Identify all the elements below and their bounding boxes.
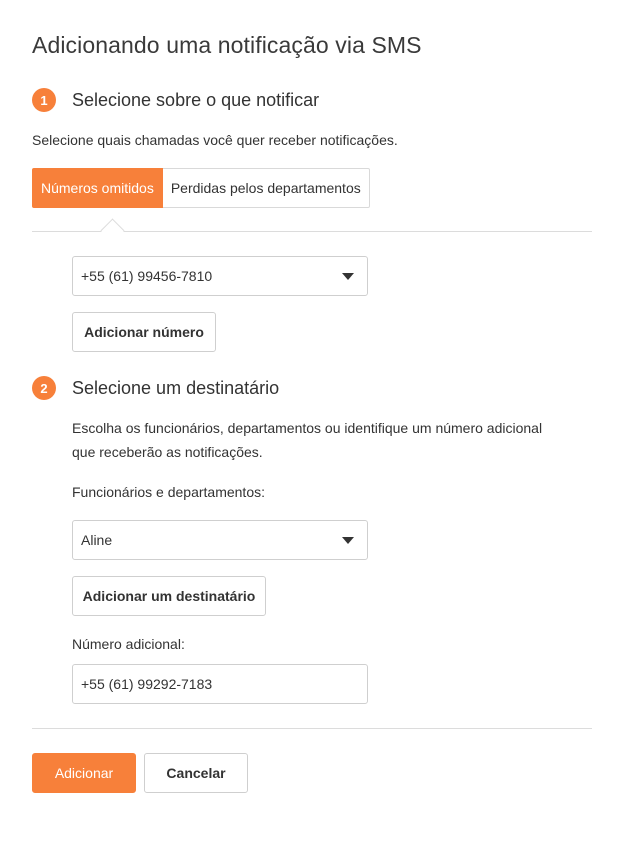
chevron-down-icon bbox=[342, 273, 354, 280]
footer-divider bbox=[32, 728, 592, 729]
notify-type-tabs bbox=[32, 168, 370, 208]
tab-numeros-omitidos[interactable]: Números omitidos bbox=[32, 168, 163, 208]
submit-button[interactable]: Adicionar bbox=[32, 753, 136, 793]
additional-number-label: Número adicional: bbox=[72, 636, 185, 652]
cancel-button[interactable]: Cancelar bbox=[144, 753, 248, 793]
step-2-description-line-1: Escolha os funcionários, departamentos ou identifique um número adicional bbox=[72, 420, 543, 436]
step-1-description: Selecione quais chamadas você quer receber notificações. bbox=[32, 132, 398, 148]
step-1-badge: 1 bbox=[32, 88, 56, 112]
step-2-badge: 2 bbox=[32, 376, 56, 400]
add-number-button[interactable]: Adicionar número bbox=[72, 312, 216, 352]
step-2-title: Selecione um destinatário bbox=[72, 378, 280, 398]
active-tab-pointer bbox=[100, 218, 124, 242]
chevron-down-icon bbox=[342, 537, 354, 544]
tab-perdidas-departamentos[interactable]: Perdidas pelos departamentos bbox=[163, 168, 370, 208]
step-2-description-line-2: que receberão as notificações. bbox=[72, 444, 263, 460]
step-1-title: Selecione sobre o que notificar bbox=[72, 90, 320, 110]
number-select[interactable] bbox=[72, 256, 368, 296]
additional-number-input[interactable] bbox=[72, 664, 368, 704]
number-select-value: +55 (61) 99456-7810 bbox=[81, 268, 213, 284]
employee-select-value: Aline bbox=[81, 532, 113, 548]
page-title: Adicionando uma notificação via SMS bbox=[32, 32, 422, 58]
add-recipient-button[interactable]: Adicionar um destinatário bbox=[72, 576, 266, 616]
employees-label: Funcionários e departamentos: bbox=[72, 484, 265, 500]
employee-select[interactable] bbox=[72, 520, 368, 560]
